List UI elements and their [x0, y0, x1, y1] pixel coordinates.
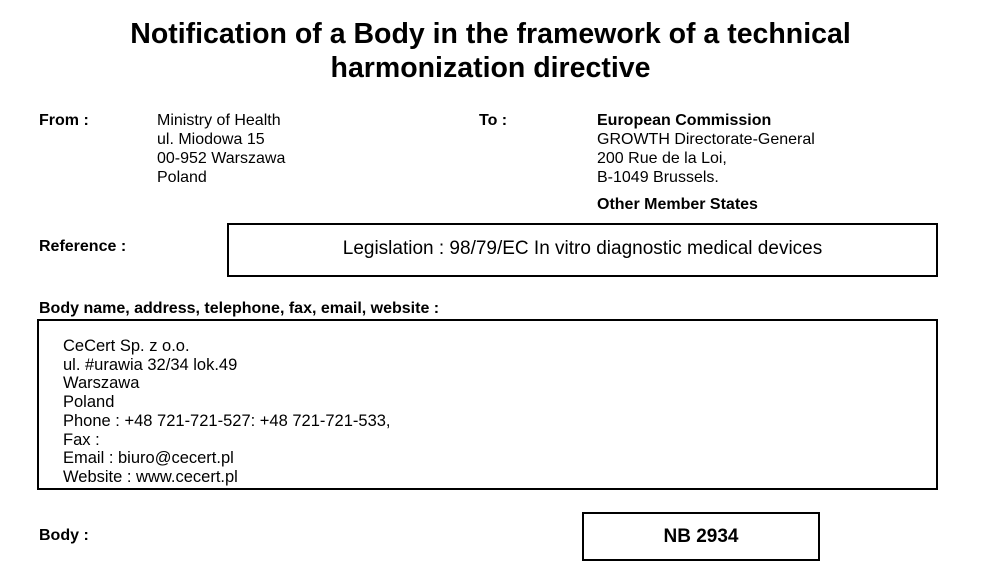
- notified-body-number-box: [582, 512, 820, 561]
- to-address-line: 200 Rue de la Loi,: [597, 150, 727, 167]
- to-label: To :: [479, 112, 508, 129]
- from-address: [157, 111, 285, 187]
- to-address-line: GROWTH Directorate-General: [597, 131, 815, 148]
- body-name: CeCert Sp. z o.o.: [63, 337, 190, 355]
- body-email: Email : biuro@cecert.pl: [63, 449, 234, 468]
- body-label: Body :: [39, 527, 89, 544]
- body-fax: Fax :: [63, 430, 100, 449]
- body-website: Website : www.cecert.pl: [63, 467, 238, 486]
- reference-box: [227, 223, 938, 277]
- body-details-lines: [63, 337, 391, 487]
- body-street: ul. #urawia 32/34 lok.49: [63, 355, 238, 374]
- notified-body-number: NB 2934: [663, 525, 739, 547]
- document-title-line-2: harmonization directive: [330, 52, 651, 84]
- to-address: [597, 111, 815, 187]
- reference-label: Reference :: [39, 238, 127, 255]
- document-title-line-1: Notification of a Body in the framework of a technical: [130, 18, 851, 50]
- to-address-line: B-1049 Brussels.: [597, 169, 719, 186]
- from-address-line: Poland: [157, 169, 207, 186]
- from-label: From :: [39, 112, 89, 129]
- from-address-line: Ministry of Health: [157, 112, 281, 129]
- body-city: Warszawa: [63, 374, 140, 393]
- reference-value: Legislation : 98/79/EC In vitro diagnostic medical devices: [342, 238, 823, 259]
- other-member-states: Other Member States: [597, 196, 758, 213]
- body-details-box: [37, 319, 938, 490]
- body-country: Poland: [63, 393, 115, 412]
- from-address-line: ul. Miodowa 15: [157, 131, 265, 148]
- from-address-line: 00-952 Warszawa: [157, 150, 286, 167]
- document-title: [0, 17, 981, 85]
- body-details-label: Body name, address, telephone, fax, email, website :: [39, 300, 440, 317]
- to-recipient: European Commission: [597, 112, 772, 129]
- body-phone: Phone : +48 721-721-527: +48 721-721-533,: [63, 411, 391, 430]
